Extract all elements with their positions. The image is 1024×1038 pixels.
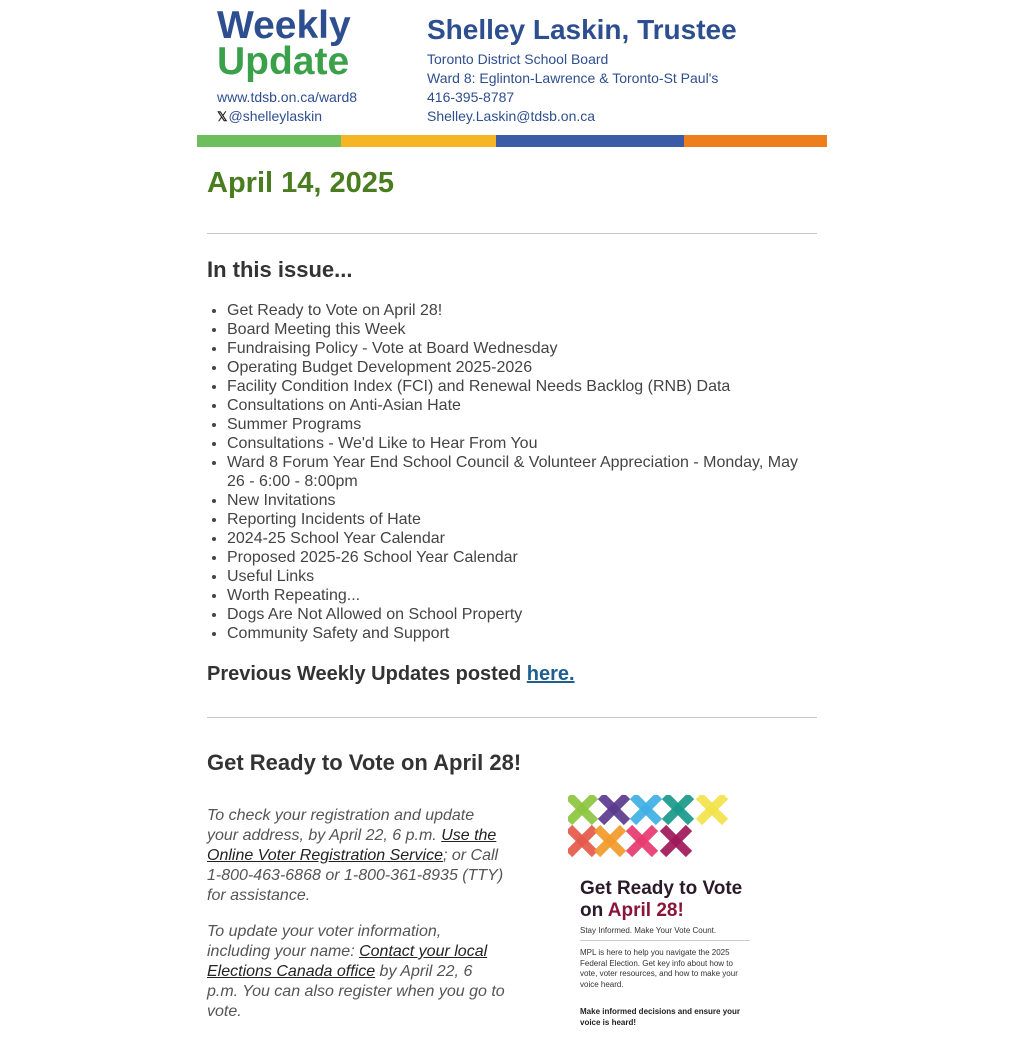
issue-list-item: • New Invitations: [227, 491, 817, 510]
previous-updates-text: Previous Weekly Updates posted: [207, 663, 527, 685]
color-bar-yellow: [341, 135, 496, 147]
issue-list-item: • 2024-25 School Year Calendar: [227, 529, 817, 548]
x-marks-graphic: [568, 795, 758, 865]
vote-poster: [568, 795, 758, 1035]
issue-list-item: • Consultations - We'd Like to Hear From You: [227, 434, 817, 453]
issue-list-item: • Proposed 2025-26 School Year Calendar: [227, 548, 817, 567]
poster-title-line1: Get Ready to Vote: [580, 878, 743, 899]
issue-list-item: • Ward 8 Forum Year End School Council & Volunteer Appreciation - Monday, May 26 - 6:00 - 8:00pm: [227, 453, 817, 491]
x-mark-icon: [663, 828, 689, 854]
poster-footer: Make informed decisions and ensure your voice is heard!: [580, 1007, 741, 1027]
vote-p1-text-after: ; or Call 1-800-463-6868 or 1-800-361-8935 (TTY) for assistance.: [207, 847, 504, 904]
vote-paragraph-2: [207, 922, 507, 1022]
poster-title: [580, 878, 742, 922]
issue-list: [207, 301, 817, 643]
vote-heading: Get Ready to Vote on April 28!: [207, 750, 522, 775]
color-bar-orange: [684, 135, 827, 147]
issue-list-item: • Community Safety and Support: [227, 624, 817, 643]
vote-text: [207, 806, 507, 1038]
previous-updates-link[interactable]: here.: [526, 663, 575, 685]
issue-list-item: • Facility Condition Index (FCI) and Renewal Needs Backlog (RNB) Data: [227, 377, 817, 396]
color-bar-blue: [496, 135, 684, 147]
vote-paragraph-1: [207, 806, 507, 906]
social-handle: @shelleylaskin: [228, 108, 323, 124]
issue-list-item: • Summer Programs: [227, 415, 817, 434]
x-mark-icon: [601, 796, 627, 822]
board-name: Toronto District School Board: [427, 51, 609, 67]
x-mark-icon: [633, 796, 659, 822]
issue-list-item: • Reporting Incidents of Hate: [227, 510, 817, 529]
x-mark-icon: [699, 796, 725, 822]
x-mark-icon: [569, 796, 595, 822]
in-this-issue-heading: In this issue...: [207, 257, 353, 282]
issue-list-item: • Worth Repeating...: [227, 586, 817, 605]
newsletter: [197, 0, 827, 1027]
issue-list-item: • Board Meeting this Week: [227, 320, 817, 339]
social-link[interactable]: [217, 108, 322, 125]
issue-list-item: • Operating Budget Development 2025-2026: [227, 358, 817, 377]
issue-list-item: • Fundraising Policy - Vote at Board Wednesday: [227, 339, 817, 358]
poster-title-line2: [580, 900, 742, 922]
brand-update: Update: [217, 40, 350, 83]
poster-divider: [580, 940, 750, 941]
poster-subtitle: Stay Informed. Make Your Vote Count.: [580, 926, 717, 935]
divider: [207, 233, 817, 234]
elections-canada-office-link[interactable]: Contact your local Elections Canada office: [207, 943, 488, 980]
issue-list-item: • Dogs Are Not Allowed on School Property: [227, 605, 817, 624]
x-logo-icon: 𝕏: [217, 109, 228, 124]
header-color-bar: [197, 135, 827, 147]
x-mark-icon: [569, 828, 595, 854]
divider: [207, 717, 817, 718]
x-mark-icon: [665, 796, 691, 822]
issue-list-item: • Consultations on Anti-Asian Hate: [227, 396, 817, 415]
color-bar-green: [197, 135, 341, 147]
trustee-name: Shelley Laskin, Trustee: [427, 14, 737, 45]
poster-body: MPL is here to help you navigate the 2025 Federal Election. Get key info about how to vote, voter resources, and how to make your voice heard.: [580, 948, 738, 989]
issue-list-item: • Useful Links: [227, 567, 817, 586]
website-link[interactable]: www.tdsb.on.ca/ward8: [217, 89, 358, 105]
newsletter-header: [197, 0, 827, 135]
ward-name: Ward 8: Eglinton-Lawrence & Toronto-St Paul's: [427, 70, 719, 86]
online-voter-registration-link[interactable]: Use the Online Voter Registration Service: [207, 827, 497, 864]
phone-number: 416-395-8787: [427, 89, 515, 105]
issue-list-item: • Get Ready to Vote on April 28!: [227, 301, 817, 320]
poster-title-date: April 28!: [607, 900, 684, 921]
brand-weekly: Weekly: [217, 4, 351, 47]
vote-p1-text: To check your registration and update your address, by April 22, 6 p.m.: [207, 807, 475, 844]
previous-updates: [207, 663, 575, 686]
poster-title-on: on: [580, 900, 608, 921]
email-link[interactable]: Shelley.Laskin@tdsb.on.ca: [427, 108, 596, 124]
x-mark-icon: [629, 828, 655, 854]
x-mark-icon: [597, 828, 623, 854]
issue-date: April 14, 2025: [207, 167, 394, 199]
vote-p2-text-after: by April 22, 6 p.m. You can also register when you go to vote.: [207, 963, 505, 1020]
vote-p2-text: To update your voter information, including your name:: [207, 923, 442, 960]
